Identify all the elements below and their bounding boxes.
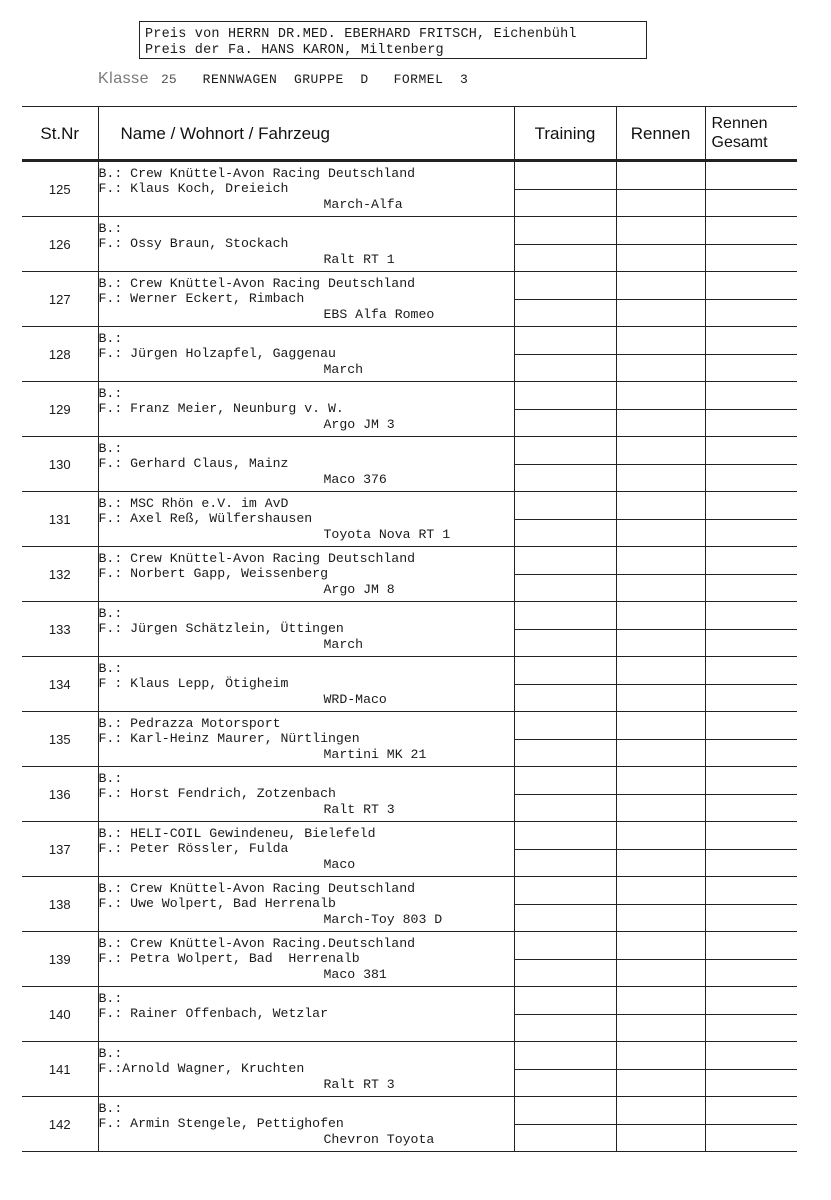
vehicle-line: Argo JM 8: [323, 581, 395, 597]
vehicle-line: March: [323, 361, 364, 377]
race-cell: [616, 161, 705, 217]
table-row: [22, 272, 797, 327]
blank-result-field: [617, 437, 705, 491]
driver-line: F.: Karl-Heinz Maurer, Nürtlingen: [98, 731, 360, 747]
header-start-number: St.Nr: [22, 107, 98, 161]
prize-line-1: Preis von HERRN DR.MED. EBERHARD FRITSCH, Eichenbühl: [145, 27, 577, 42]
table-row: [22, 437, 797, 492]
blank-result-field: [617, 217, 705, 271]
blank-result-field: [515, 217, 616, 271]
vehicle-line: March-Toy 803 D: [323, 911, 443, 927]
race-cell: [616, 437, 705, 492]
entrant-line: B.:: [98, 385, 123, 401]
entry-details: [98, 712, 514, 767]
driver-line: F.: Uwe Wolpert, Bad Herrenalb: [98, 896, 336, 912]
blank-result-field: [515, 1042, 616, 1096]
race-cell: [616, 767, 705, 822]
vehicle-line: Martini MK 21: [323, 746, 427, 762]
table-row: [22, 382, 797, 437]
table-row: [22, 767, 797, 822]
header-race-total-line1: Rennen: [711, 115, 768, 132]
blank-result-field: [706, 767, 798, 821]
blank-result-field: [617, 822, 705, 876]
entry-details: [98, 547, 514, 602]
race-total-cell: [705, 272, 797, 327]
table-row: [22, 547, 797, 602]
blank-result-field: [706, 877, 798, 931]
start-number: 126: [22, 217, 98, 272]
blank-result-field: [617, 877, 705, 931]
blank-result-field: [617, 272, 705, 326]
driver-line: F.: Gerhard Claus, Mainz: [98, 456, 289, 472]
blank-result-field: [617, 657, 705, 711]
entry-details: [98, 1097, 514, 1152]
vehicle-line: Maco: [323, 856, 356, 872]
vehicle-line: Ralt RT 1: [323, 251, 395, 267]
blank-result-field: [515, 272, 616, 326]
table-row: [22, 657, 797, 712]
race-cell: [616, 987, 705, 1042]
driver-line: F.: Klaus Koch, Dreieich: [98, 181, 289, 197]
start-number: 130: [22, 437, 98, 492]
blank-result-field: [617, 1042, 705, 1096]
entrant-line: B.:: [98, 330, 123, 346]
header-training: Training: [514, 107, 616, 161]
entry-details: [98, 272, 514, 327]
entrant-line: B.: Crew Knüttel-Avon Racing Deutschland: [98, 275, 416, 291]
race-cell: [616, 932, 705, 987]
table-row: [22, 1042, 797, 1097]
blank-result-field: [515, 987, 616, 1041]
race-total-cell: [705, 437, 797, 492]
start-number: 141: [22, 1042, 98, 1097]
blank-result-field: [706, 382, 798, 436]
entry-details: [98, 932, 514, 987]
training-cell: [514, 1097, 616, 1152]
blank-result-field: [515, 1097, 616, 1151]
race-total-cell: [705, 657, 797, 712]
blank-result-field: [706, 712, 798, 766]
blank-result-field: [706, 1042, 798, 1096]
entrant-line: B.: Crew Knüttel-Avon Racing Deutschland: [98, 880, 416, 896]
blank-result-field: [515, 822, 616, 876]
entrant-line: B.:: [98, 1045, 123, 1061]
race-total-cell: [705, 712, 797, 767]
blank-result-field: [706, 272, 798, 326]
entry-rows: [22, 161, 797, 1152]
start-number: 129: [22, 382, 98, 437]
vehicle-line: Ralt RT 3: [323, 1076, 395, 1092]
blank-result-field: [706, 987, 798, 1041]
blank-result-field: [706, 217, 798, 271]
table-row: [22, 987, 797, 1042]
training-cell: [514, 547, 616, 602]
blank-result-field: [515, 437, 616, 491]
training-cell: [514, 272, 616, 327]
blank-result-field: [706, 327, 798, 381]
table-row: [22, 492, 797, 547]
race-total-cell: [705, 161, 797, 217]
training-cell: [514, 1042, 616, 1097]
entry-details: [98, 492, 514, 547]
driver-line: F.: Axel Reß, Wülfershausen: [98, 511, 313, 527]
blank-result-field: [706, 602, 798, 656]
start-number: 134: [22, 657, 98, 712]
blank-result-field: [515, 767, 616, 821]
race-cell: [616, 217, 705, 272]
entry-details: [98, 987, 514, 1042]
entrant-line: B.: HELI-COIL Gewindeneu, Bielefeld: [98, 825, 376, 841]
vehicle-line: Argo JM 3: [323, 416, 395, 432]
driver-line: F.: Werner Eckert, Rimbach: [98, 291, 305, 307]
race-cell: [616, 1097, 705, 1152]
blank-result-field: [617, 602, 705, 656]
training-cell: [514, 492, 616, 547]
driver-line: F.: Peter Rössler, Fulda: [98, 841, 289, 857]
blank-result-field: [706, 657, 798, 711]
vehicle-line: [99, 1022, 514, 1038]
entry-details: [98, 161, 514, 217]
driver-line: F : Klaus Lepp, Ötigheim: [98, 676, 289, 692]
driver-line: F.: Jürgen Schätzlein, Üttingen: [98, 621, 344, 637]
training-cell: [514, 217, 616, 272]
race-cell: [616, 327, 705, 382]
start-number: 128: [22, 327, 98, 382]
blank-result-field: [617, 1097, 705, 1151]
race-total-cell: [705, 987, 797, 1042]
driver-line: F.: Jürgen Holzapfel, Gaggenau: [98, 346, 336, 362]
vehicle-line: Toyota Nova RT 1: [323, 526, 451, 542]
start-number: 138: [22, 877, 98, 932]
race-total-cell: [705, 932, 797, 987]
blank-result-field: [515, 162, 616, 216]
class-label: Klasse: [98, 70, 150, 87]
race-cell: [616, 1042, 705, 1097]
blank-result-field: [515, 602, 616, 656]
table-row: [22, 602, 797, 657]
training-cell: [514, 602, 616, 657]
race-cell: [616, 382, 705, 437]
race-cell: [616, 822, 705, 877]
training-cell: [514, 712, 616, 767]
table-row: [22, 877, 797, 932]
training-cell: [514, 327, 616, 382]
entry-details: [98, 1042, 514, 1097]
driver-line: F.: Petra Wolpert, Bad Herrenalb: [98, 951, 360, 967]
entry-details: [98, 217, 514, 272]
entrant-line: B.:: [98, 990, 123, 1006]
start-number: 135: [22, 712, 98, 767]
blank-result-field: [515, 382, 616, 436]
class-heading: [98, 70, 468, 88]
header-race-total: [705, 107, 797, 161]
entry-details: [98, 767, 514, 822]
entry-details: [98, 657, 514, 712]
vehicle-line: March-Alfa: [323, 196, 403, 212]
driver-line: F.: Norbert Gapp, Weissenberg: [98, 566, 328, 582]
blank-result-field: [617, 932, 705, 986]
driver-line: F.: Horst Fendrich, Zotzenbach: [98, 786, 336, 802]
header-name: Name / Wohnort / Fahrzeug: [98, 107, 514, 161]
blank-result-field: [515, 932, 616, 986]
table-header-row: [22, 107, 797, 161]
driver-line: F.: Franz Meier, Neunburg v. W.: [98, 401, 344, 417]
entrant-line: B.:: [98, 770, 123, 786]
entry-list-table: [22, 106, 797, 1152]
start-number: 136: [22, 767, 98, 822]
entry-details: [98, 877, 514, 932]
entry-details: [98, 382, 514, 437]
start-number: 133: [22, 602, 98, 657]
race-total-cell: [705, 877, 797, 932]
prize-line-2: Preis der Fa. HANS KARON, Miltenberg: [145, 43, 444, 58]
blank-result-field: [515, 327, 616, 381]
table-row: [22, 1097, 797, 1152]
blank-result-field: [706, 932, 798, 986]
race-total-cell: [705, 492, 797, 547]
start-number: 132: [22, 547, 98, 602]
start-number: 139: [22, 932, 98, 987]
entry-details: [98, 327, 514, 382]
race-cell: [616, 492, 705, 547]
entrant-line: B.:: [98, 440, 123, 456]
blank-result-field: [515, 712, 616, 766]
blank-result-field: [617, 987, 705, 1041]
start-number: 125: [22, 161, 98, 217]
start-number: 131: [22, 492, 98, 547]
training-cell: [514, 987, 616, 1042]
blank-result-field: [617, 382, 705, 436]
vehicle-line: WRD-Maco: [323, 691, 387, 707]
blank-result-field: [617, 547, 705, 601]
entrant-line: B.:: [98, 1100, 123, 1116]
entrant-line: B.:: [98, 660, 123, 676]
race-total-cell: [705, 217, 797, 272]
race-cell: [616, 712, 705, 767]
start-number: 140: [22, 987, 98, 1042]
table-row: [22, 327, 797, 382]
training-cell: [514, 437, 616, 492]
vehicle-line: March: [323, 636, 364, 652]
blank-result-field: [706, 822, 798, 876]
training-cell: [514, 932, 616, 987]
start-number: 142: [22, 1097, 98, 1152]
training-cell: [514, 657, 616, 712]
vehicle-line: Ralt RT 3: [323, 801, 395, 817]
training-cell: [514, 767, 616, 822]
table-row: [22, 822, 797, 877]
class-title: RENNWAGEN GRUPPE D FORMEL 3: [202, 72, 469, 87]
entrant-line: B.: MSC Rhön e.V. im AvD: [98, 495, 289, 511]
blank-result-field: [617, 712, 705, 766]
training-cell: [514, 877, 616, 932]
blank-result-field: [617, 492, 705, 546]
vehicle-line: Maco 381: [323, 966, 387, 982]
race-cell: [616, 877, 705, 932]
entry-details: [98, 822, 514, 877]
training-cell: [514, 161, 616, 217]
table-row: [22, 712, 797, 767]
start-number: 137: [22, 822, 98, 877]
race-cell: [616, 272, 705, 327]
start-number: 127: [22, 272, 98, 327]
race-total-cell: [705, 327, 797, 382]
entrant-line: B.:: [98, 220, 123, 236]
race-cell: [616, 657, 705, 712]
blank-result-field: [617, 162, 705, 216]
race-total-cell: [705, 767, 797, 822]
blank-result-field: [617, 767, 705, 821]
entrant-line: B.: Pedrazza Motorsport: [98, 715, 281, 731]
blank-result-field: [706, 492, 798, 546]
vehicle-line: Chevron Toyota: [323, 1131, 435, 1147]
blank-result-field: [617, 327, 705, 381]
class-number: 25: [161, 72, 177, 87]
entrant-line: B.: Crew Knüttel-Avon Racing.Deutschland: [98, 935, 416, 951]
vehicle-line: EBS Alfa Romeo: [323, 306, 435, 322]
blank-result-field: [706, 547, 798, 601]
race-cell: [616, 602, 705, 657]
blank-result-field: [515, 657, 616, 711]
table-row: [22, 217, 797, 272]
driver-line: F.: Ossy Braun, Stockach: [98, 236, 289, 252]
race-total-cell: [705, 602, 797, 657]
race-total-cell: [705, 1097, 797, 1152]
entrant-line: B.: Crew Knüttel-Avon Racing Deutschland: [98, 550, 416, 566]
header-race-total-line2: Gesamt: [711, 134, 768, 151]
entry-details: [98, 437, 514, 492]
blank-result-field: [706, 162, 798, 216]
entrant-line: B.:: [98, 605, 123, 621]
driver-line: F.: Rainer Offenbach, Wetzlar: [98, 1006, 328, 1022]
entry-details: [98, 602, 514, 657]
blank-result-field: [515, 492, 616, 546]
entrant-line: B.: Crew Knüttel-Avon Racing Deutschland: [98, 165, 416, 181]
blank-result-field: [515, 877, 616, 931]
race-total-cell: [705, 382, 797, 437]
blank-result-field: [515, 547, 616, 601]
table-row: [22, 932, 797, 987]
driver-line: F.:Arnold Wagner, Kruchten: [98, 1061, 305, 1077]
driver-line: F.: Armin Stengele, Pettighofen: [98, 1116, 344, 1132]
training-cell: [514, 822, 616, 877]
blank-result-field: [706, 1097, 798, 1151]
race-total-cell: [705, 822, 797, 877]
header-race: Rennen: [616, 107, 705, 161]
race-total-cell: [705, 1042, 797, 1097]
training-cell: [514, 382, 616, 437]
prize-box: [139, 21, 647, 59]
race-total-cell: [705, 547, 797, 602]
race-cell: [616, 547, 705, 602]
blank-result-field: [706, 437, 798, 491]
table-row: [22, 161, 797, 217]
vehicle-line: Maco 376: [323, 471, 387, 487]
